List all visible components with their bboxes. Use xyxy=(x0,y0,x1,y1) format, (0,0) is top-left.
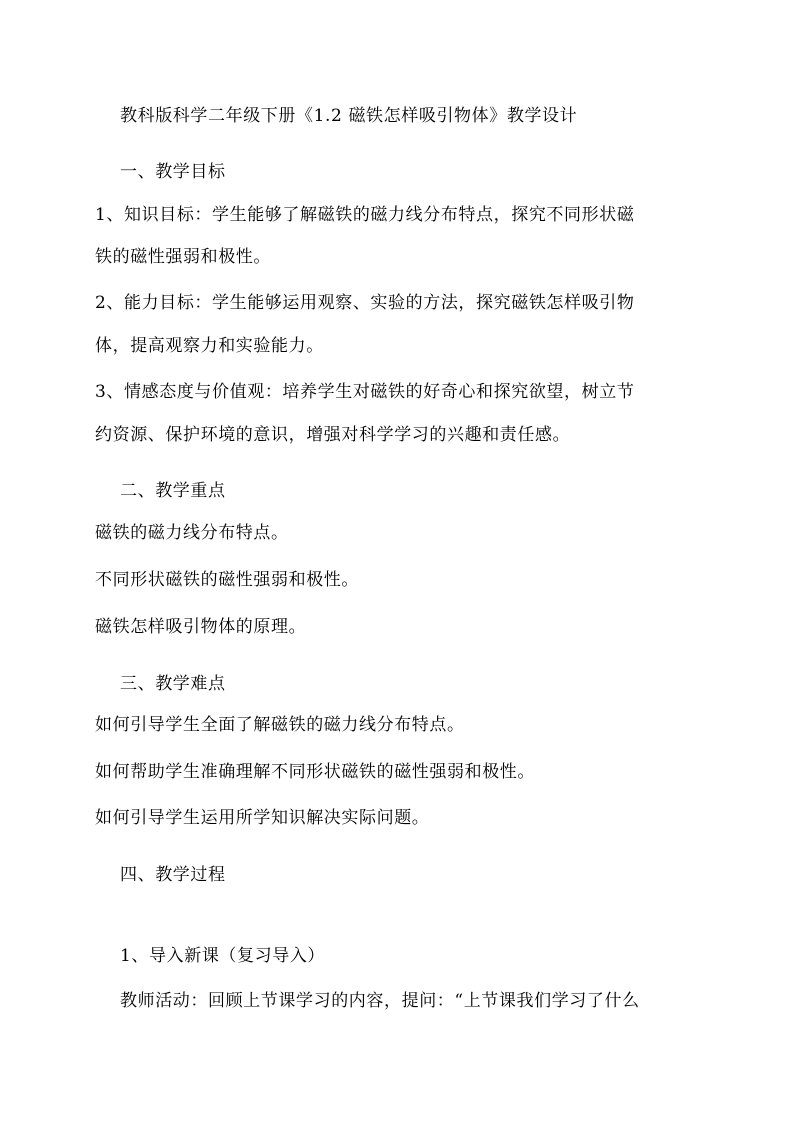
paragraph-line: 磁铁的磁力线分布特点。 xyxy=(95,523,289,543)
paragraph-line: 1、导入新课（复习导入） xyxy=(120,946,326,966)
paragraph-line: 2、能力目标：学生能够运用观察、实验的方法，探究磁铁怎样吸引物 xyxy=(95,293,635,313)
paragraph-line: 如何引导学生全面了解磁铁的磁力线分布特点。 xyxy=(95,715,465,735)
paragraph-line: 教师活动：回顾上节课学习的内容，提问：“上节课我们学习了什么 xyxy=(120,991,640,1011)
section-heading-process: 四、教学过程 xyxy=(120,865,226,885)
paragraph-line: 1、知识目标：学生能够了解磁铁的磁力线分布特点，探究不同形状磁 xyxy=(95,205,635,225)
paragraph-line: 3、情感态度与价值观：培养学生对磁铁的好奇心和探究欲望，树立节 xyxy=(95,382,635,402)
paragraph-line: 磁铁怎样吸引物体的原理。 xyxy=(95,617,307,637)
paragraph-line: 铁的磁性强弱和极性。 xyxy=(95,247,271,267)
paragraph-line: 如何引导学生运用所学知识解决实际问题。 xyxy=(95,808,430,828)
paragraph-line: 体，提高观察力和实验能力。 xyxy=(95,336,324,356)
section-heading-objectives: 一、教学目标 xyxy=(120,162,226,182)
document-title: 教科版科学二年级下册《1.2 磁铁怎样吸引物体》教学设计 xyxy=(120,106,578,126)
paragraph-line: 不同形状磁铁的磁性强弱和极性。 xyxy=(95,570,359,590)
paragraph-line: 如何帮助学生准确理解不同形状磁铁的磁性强弱和极性。 xyxy=(95,762,535,782)
section-heading-difficulties: 三、教学难点 xyxy=(120,674,226,694)
section-heading-key-points: 二、教学重点 xyxy=(120,481,226,501)
paragraph-line: 约资源、保护环境的意识，增强对科学学习的兴趣和责任感。 xyxy=(95,425,571,445)
